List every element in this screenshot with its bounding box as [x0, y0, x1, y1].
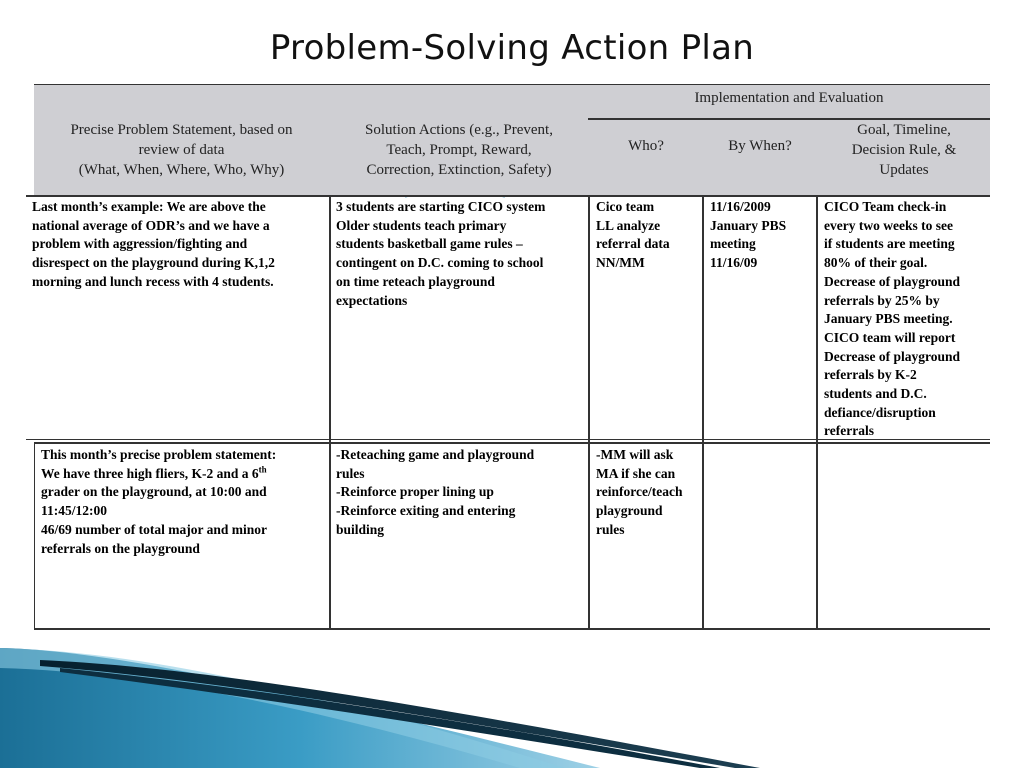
row2-actions-line: rules [336, 465, 365, 481]
row1-by-when-line: January PBS [710, 217, 787, 233]
row2-actions [336, 446, 586, 540]
col-divider-4 [816, 195, 818, 630]
row1-goal-line: January PBS meeting. [824, 311, 953, 327]
row2-actions-line: -Reteaching game and playground [336, 447, 535, 462]
header-goal [818, 120, 990, 180]
header-by-when: By When? [728, 138, 792, 154]
row1-who [596, 198, 700, 273]
header-problem-line-1: Precise Problem Statement, based on [70, 122, 293, 138]
row-divider-bottom [34, 442, 990, 444]
row1-goal-line: referrals by 25% by [824, 292, 940, 308]
row1-goal-line: referrals by K-2 [824, 367, 917, 383]
row2-who-line: -MM will ask [596, 447, 674, 462]
row2-statement-line: referrals on the playground [41, 540, 200, 556]
row2-who-line: reinforce/teach [596, 484, 683, 500]
row1-actions-line: on time reteach playground [336, 273, 495, 289]
table-bottom-border [34, 628, 990, 630]
row1-statement-line: problem with aggression/fighting and [32, 236, 248, 252]
row1-actions-line: Older students teach primary [336, 217, 507, 233]
header-problem-line-3: (What, When, Where, Who, Why) [78, 162, 285, 178]
header-solution-line-2: Teach, Prompt, Reward, [386, 142, 532, 158]
row2-who [596, 446, 700, 540]
ordinal-superscript: th [258, 464, 267, 475]
row1-who-line: LL analyze [596, 217, 661, 233]
header-implementation-group: Implementation and Evaluation [694, 90, 884, 106]
row1-goal [824, 198, 990, 441]
header-solution-line-3: Correction, Extinction, Safety) [366, 162, 552, 178]
row1-actions-line: 3 students are starting CICO system [336, 199, 546, 214]
row1-statement-line: morning and lunch recess with 4 students. [32, 273, 274, 289]
row1-statement [32, 198, 328, 292]
row1-goal-line: CICO Team check-in [824, 199, 947, 214]
row2-who-line: playground [596, 503, 663, 519]
header-solution-actions [330, 120, 588, 180]
row1-goal-line: students and D.C. [824, 386, 927, 402]
row1-statement-line: disrespect on the playground during K,1,2 [32, 255, 275, 271]
row1-goal-line: if students are meeting [824, 236, 955, 252]
row1-who-line: Cico team [596, 199, 655, 214]
col-divider-2 [588, 195, 590, 630]
row1-actions-line: students basketball game rules – [336, 236, 523, 252]
row1-by-when-line: 11/16/2009 [710, 199, 771, 214]
row2-statement-line: This month’s precise problem statement: [41, 447, 277, 462]
row2-statement-line: 46/69 number of total major and minor [41, 521, 267, 537]
row2-statement-text: We have three high fliers, K-2 and a 6 [41, 465, 259, 481]
header-goal-line-1: Goal, Timeline, [857, 122, 951, 138]
row2-statement-line-with-sup [41, 465, 328, 484]
row1-goal-line: defiance/disruption [824, 404, 936, 420]
row2-statement-line: grader on the playground, at 10:00 and [41, 484, 267, 500]
row2-who-line: rules [596, 521, 625, 537]
row2-actions-line: -Reinforce exiting and entering [336, 503, 516, 519]
slide-title: Problem-Solving Action Plan [269, 28, 755, 68]
header-solution-line-1: Solution Actions (e.g., Prevent, [365, 122, 553, 138]
row1-by-when-line: meeting [710, 236, 756, 252]
row1-goal-line: CICO team will report [824, 329, 956, 345]
header-problem-statement [34, 120, 329, 180]
row1-statement-line: Last month’s example: We are above the [32, 199, 266, 214]
row1-who-line: referral data [596, 236, 670, 252]
header-goal-line-3: Updates [879, 162, 929, 178]
row1-goal-line: 80% of their goal. [824, 255, 928, 271]
header-who: Who? [628, 138, 664, 154]
row1-by-when-line: 11/16/09 [710, 255, 758, 271]
row1-who-line: NN/MM [596, 255, 645, 271]
row1-actions-line: expectations [336, 292, 408, 308]
row1-goal-line: every two weeks to see [824, 217, 953, 233]
col-divider-1 [329, 195, 331, 630]
header-goal-line-2: Decision Rule, & [851, 142, 957, 158]
header-bottom-border [26, 195, 990, 197]
col-divider-3 [702, 195, 704, 630]
row1-goal-line: referrals [824, 423, 874, 439]
row2-statement [41, 446, 328, 558]
col-left-border-row2 [34, 442, 35, 630]
row1-goal-line: Decrease of playground [824, 348, 960, 364]
row1-by-when [710, 198, 814, 273]
row1-actions-line: contingent on D.C. coming to school [336, 255, 544, 271]
row2-statement-line: 11:45/12:00 [41, 503, 107, 519]
row1-actions [336, 198, 586, 310]
header-problem-line-2: review of data [138, 142, 225, 158]
row2-actions-line: building [336, 521, 385, 537]
table-top-border [34, 84, 990, 85]
row1-statement-line: national average of ODR’s and we have a [32, 217, 270, 233]
row2-who-line: MA if she can [596, 465, 676, 481]
row1-goal-line: Decrease of playground [824, 273, 960, 289]
row2-actions-line: -Reinforce proper lining up [336, 484, 494, 500]
